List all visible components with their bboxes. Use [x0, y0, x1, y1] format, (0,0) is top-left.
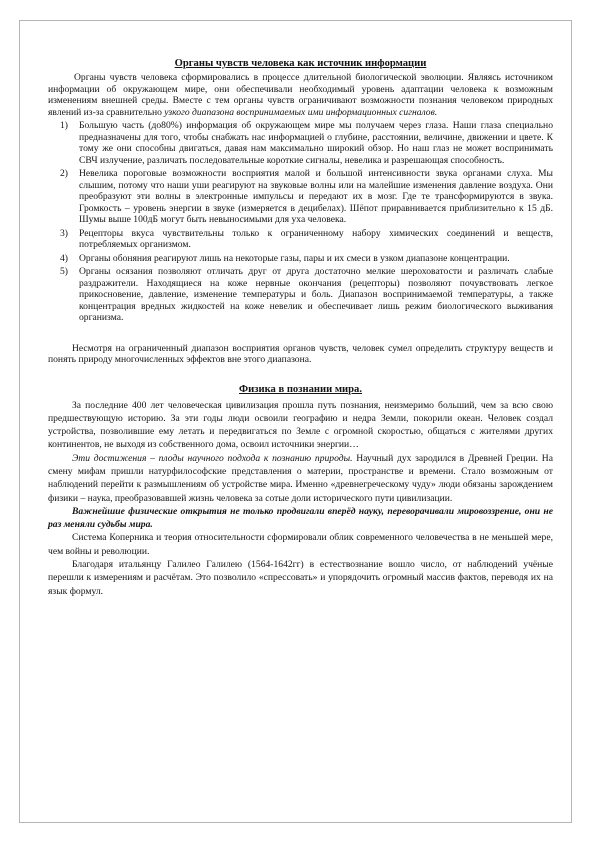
list-item	[48, 228, 553, 251]
list-item	[48, 120, 553, 166]
section2-paragraph-1: За последние 400 лет человеческая цивилизация прошла путь познания, неизмеримо больший, чем за всю свою предшествующую историю. За эти годы люди освоили географию и недра Земли, покорили океан. Человек создал устройства, позволившие ему летать и передвигаться по Земле с огромной скоростью, общаться с жителями других континентов, не выходя из собственного дома, освоил источники энергии…	[48, 399, 553, 451]
spacer	[48, 366, 553, 383]
section1-conclusion: Несмотря на ограниченный диапазон восприятия органов чувств, человек сумел определить структуру веществ и понять природу многочисленных эффектов вне этого диапазона.	[48, 342, 553, 365]
list-item-number: 1)	[60, 120, 68, 131]
list-item-text: Большую часть (до80%) информация об окружающем мире мы получаем через глаза. Наши глаза специально предназначены для того, чтобы снабжать нас информацией о глубине, расстоянии, величине, движении и цвете. К тому же они способны двигаться, давая нам максимально широкий обзор. Но наш глаз не может воспринимать СВЧ излучение, различать последовательные короткие сигналы, невелика и разрешающая способность.	[79, 120, 553, 166]
list-item-number: 4)	[60, 252, 68, 264]
section2-paragraph-4: Система Коперника и теория относительности сформировали облик современного человечества в не меньшей мере, чем войны и революции.	[48, 532, 553, 557]
list-item-text: Рецепторы вкуса чувствительны только к ограниченному набору химических соединений и веществ, потребляемых организмом.	[79, 227, 553, 250]
list-item-number: 5)	[60, 266, 68, 277]
list-item-number: 2)	[60, 168, 68, 179]
section2-paragraph-2-text: Научный дух зародился в Древней Греции. На смену мифам пришли натурфилософские представления о материи, пространстве и времени. Стало возможным от наблюдений перейти к размышлениям об устройстве мира. Именно «древнегреческому чуду» люди обязаны зарождением физики – наука, преобразовавшей жизнь человека за сотые доли исторического пути цивилизации.	[48, 452, 553, 504]
list-item-text: Органы осязания позволяют отличать друг от друга достаточно мелкие шероховатости и различать слабые раздражители. Находящиеся на коже нервные окончания (рецепторы) позволяют почувствовать легкое прикосновение, давление, изменение температуры и боль. Диапазон воспринимаемой температуры, а также концентрация вредных жидкостей на коже невелик и обеспечивает лишь режим биологического выживания организма.	[79, 266, 553, 323]
list-item	[48, 266, 553, 324]
section1-intro-text: Органы чувств человека сформировались в процессе длительной биологической эволюции. Являясь источником информации об окружающем мире, они обеспечивали необходимый уровень адаптации человека к возможным изменениям внешней среды. Вместе с тем органы чувств ограничивают возможности познания человеком природных явлений из-за сравнительно	[48, 72, 553, 118]
section2	[48, 383, 553, 598]
list-item	[48, 253, 553, 265]
section2-title: Физика в познании мира.	[239, 383, 362, 395]
section1-title: Органы чувств человека как источник информации	[174, 58, 427, 69]
spacer	[48, 326, 553, 343]
list-item-number: 3)	[60, 227, 68, 239]
section1-intro	[48, 72, 553, 118]
section2-paragraph-3: Важнейшие физические открытия не только продвигали вперёд науку, переворачивали мировоззрение, они не раз меняли судьбы мира.	[48, 505, 553, 531]
section2-paragraph-2	[48, 452, 553, 505]
section2-paragraph-5: Благодаря итальянцу Галилео Галилею (1564-1642гг) в естествознание вошло число, от наблюдений учёные перешли к измерениям и расчётам. Это позволило «спрессовать» и упорядочить огромный массив фактов, переводя их на язык формул.	[48, 559, 553, 597]
list-item	[48, 168, 553, 226]
senses-list	[48, 120, 553, 324]
section2-paragraph-2-italic: Эти достижения – плоды научного подхода к познанию природы.	[72, 452, 353, 464]
list-item-text: Невелика пороговые возможности восприятия малой и большой интенсивности звука органами слуха. Мы слышим, потому что наши уши реагируют на звуковые волны или на малейшие изменения давление воздуха. Они преобразуют эти волны в электронные импульсы и передают их в мозг. Где те трансформируются в звука. Громкость – уровень энергии в звуке (измеряется в децибелах). Шёпот приравнивается приблизительно к 15 дБ. Шумы выше 100дБ могут быть невыносимыми для уха человека.	[79, 168, 553, 225]
section1-intro-italic: узкого диапазона воспринимаемых ими информационных сигналов.	[164, 106, 438, 118]
document-content	[48, 57, 553, 598]
list-item-text: Органы обоняния реагируют лишь на некоторые газы, пары и их смеси в узком диапазоне концентрации.	[79, 252, 510, 264]
